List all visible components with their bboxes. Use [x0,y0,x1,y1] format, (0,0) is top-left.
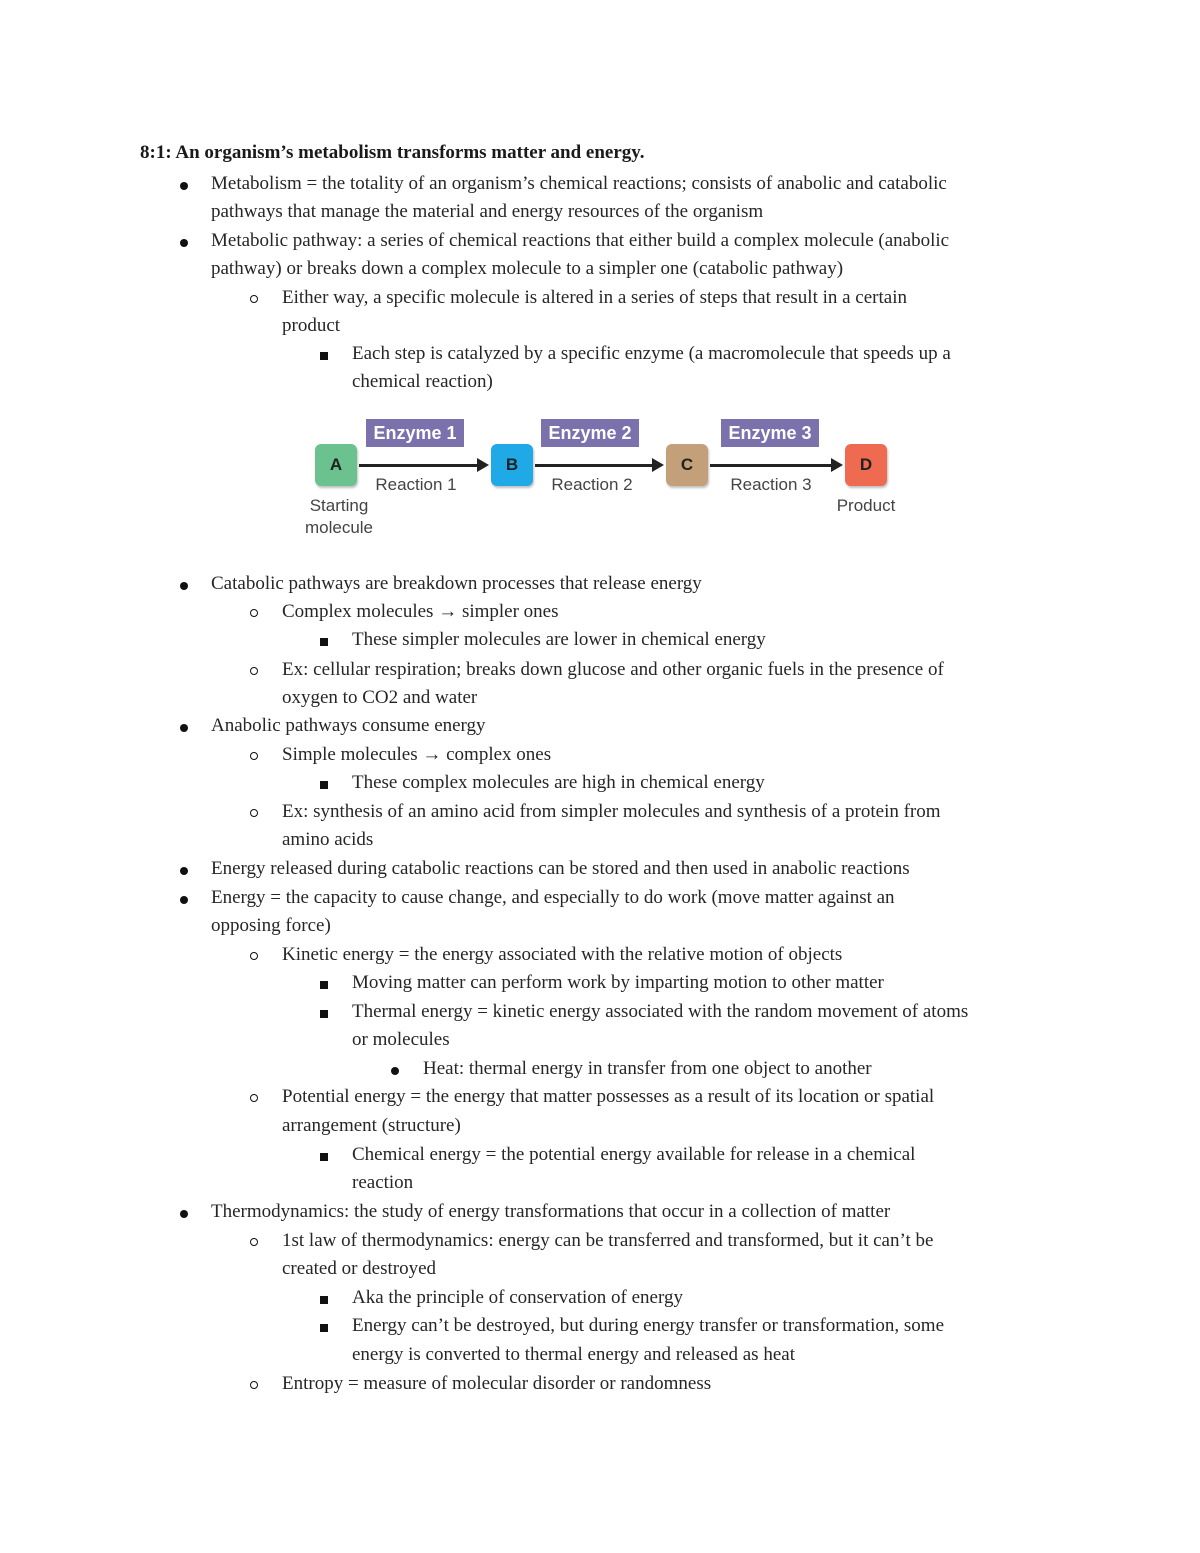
list-item-text: Chemical energy = the potential energy available for release in a chemical [352,1144,916,1165]
bullet-marker [174,172,194,190]
sub-bullet-marker [244,1085,264,1102]
list-item-text: Energy = the capacity to cause change, and especially to do work (move matter against an [211,887,895,908]
enzyme-2-label: Enzyme 2 [541,419,639,447]
list-item-text: Heat: thermal energy in transfer from one object to another [423,1058,872,1079]
bullet-marker [174,857,194,875]
list-item-text: Each step is catalyzed by a specific enzyme (a macromolecule that speeds up a [352,343,951,364]
starting-label-line-2: molecule [304,518,374,537]
enzyme-1-label: Enzyme 1 [366,419,464,447]
sub-bullet-marker [244,1372,264,1389]
list-item-text: or molecules [352,1029,450,1050]
list-item-text: Thermodynamics: the study of energy transformations that occur in a collection of matter [211,1201,891,1222]
list-item-text: Entropy = measure of molecular disorder or randomness [282,1373,712,1394]
list-item-text: Anabolic pathways consume energy [211,715,486,736]
list-item-text: energy is converted to thermal energy and released as heat [352,1344,795,1365]
list-item-text: pathways that manage the material and energy resources of the organism [211,201,764,222]
sub-sub-bullet-marker [314,342,334,360]
list-item-text: Catabolic pathways are breakdown processes that release energy [211,573,702,594]
list-item-text: arrangement (structure) [282,1115,461,1136]
list-item-text: 1st law of thermodynamics: energy can be transferred and transformed, but it can’t be [282,1230,934,1251]
list-item-text: Potential energy = the energy that matter possesses as a result of its location or spatial [282,1086,935,1107]
list-item-text: opposing force) [211,915,331,936]
list-item-text: These simpler molecules are lower in chemical energy [352,629,766,650]
node-c: C [666,444,708,486]
sub-sub-bullet-marker [314,971,334,989]
node-a: A [315,444,357,486]
enzyme-3-label: Enzyme 3 [721,419,819,447]
reaction-1-label: Reaction 1 [375,475,457,494]
list-item-text: Ex: synthesis of an amino acid from simpler molecules and synthesis of a protein from [282,801,941,822]
metabolic-pathway-diagram [296,414,916,544]
list-item-text: Either way, a specific molecule is altered in a series of steps that result in a certain [282,287,907,308]
starting-molecule-label [296,495,382,539]
section-heading: 8:1: An organism’s metabolism transforms matter and energy. [140,142,645,163]
list-item-text: Moving matter can perform work by imparting motion to other matter [352,972,884,993]
sub-sub-bullet-marker [314,628,334,646]
list-item-text: Energy can’t be destroyed, but during energy transfer or transformation, some [352,1315,944,1336]
bullet-marker [174,572,194,590]
sub-bullet-marker [244,800,264,817]
node-d: D [845,444,887,486]
list-item-text: Kinetic energy = the energy associated with the relative motion of objects [282,944,843,965]
list-item-text: pathway) or breaks down a complex molecule to a simpler one (catabolic pathway) [211,258,844,279]
list-item-text: These complex molecules are high in chemical energy [352,772,765,793]
list-item-text: Complex molecules → simpler ones [282,601,559,622]
sub-sub-bullet-marker [314,771,334,789]
sub-bullet-marker [244,943,264,960]
list-item-text: reaction [352,1172,414,1193]
sub-sub-bullet-marker [314,1000,334,1018]
reaction-3-arrow [710,464,839,467]
reaction-3-label: Reaction 3 [730,475,812,494]
list-item-text: Aka the principle of conservation of energy [352,1287,683,1308]
node-b: B [491,444,533,486]
list-item-text: Energy released during catabolic reactions can be stored and then used in anabolic reactions [211,858,910,879]
list-item-text: Thermal energy = kinetic energy associated with the random movement of atoms [352,1001,969,1022]
sub-sub-bullet-marker [314,1286,334,1304]
bullet-marker [174,229,194,247]
reaction-1-arrow [359,464,485,467]
sub-bullet-marker [244,743,264,760]
list-item-text: Metabolism = the totality of an organism’s chemical reactions; consists of anabolic and catabolic [211,173,947,194]
list-item-text: chemical reaction) [352,371,493,392]
list-item-text: Metabolic pathway: a series of chemical reactions that either build a complex molecule (anabolic [211,230,950,251]
sub-bullet-marker [244,658,264,675]
sub-sub-bullet-marker [314,1143,334,1161]
sub-bullet-marker [244,600,264,617]
list-item-text: created or destroyed [282,1258,437,1279]
product-label: Product [836,496,896,515]
sub-bullet-marker [244,1229,264,1246]
sub-sub-sub-bullet-marker [385,1057,405,1075]
sub-bullet-marker [244,286,264,303]
list-item-text: oxygen to CO2 and water [282,687,478,708]
list-item-text: product [282,315,341,336]
reaction-2-arrow [535,464,660,467]
bullet-marker [174,714,194,732]
reaction-2-label: Reaction 2 [551,475,633,494]
list-item-text: Simple molecules → complex ones [282,744,552,765]
bullet-marker [174,1200,194,1218]
sub-sub-bullet-marker [314,1314,334,1332]
list-item-text: Ex: cellular respiration; breaks down glucose and other organic fuels in the presence of [282,659,944,680]
bullet-marker [174,886,194,904]
starting-label-line-1: Starting [309,496,369,515]
list-item-text: amino acids [282,829,374,850]
